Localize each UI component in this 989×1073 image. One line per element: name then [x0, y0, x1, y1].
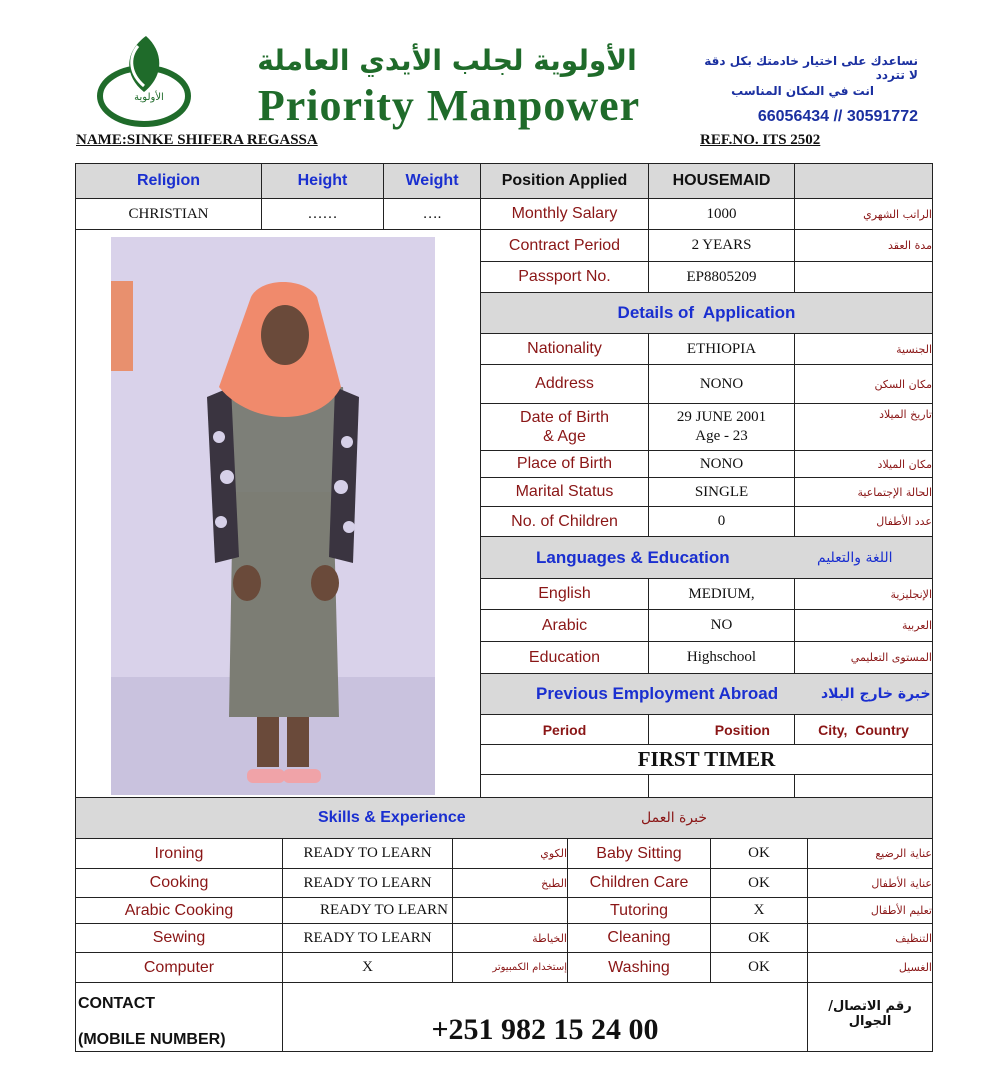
languages-section-title: Languages & Education: [536, 547, 730, 567]
dob-value: 29 JUNE 2001: [676, 409, 767, 425]
company-logo-icon: [94, 32, 194, 128]
skill-left-label: Cooking: [75, 868, 283, 898]
employment-blank-3: [794, 774, 933, 798]
skill-right-arabic: تعليم الأطفال: [807, 897, 933, 924]
weight-value: ….: [383, 198, 481, 230]
skill-right-label: Cleaning: [567, 923, 711, 953]
position-applied-label: Position Applied: [480, 163, 649, 199]
nationality-label: Nationality: [480, 333, 649, 365]
skill-left-value: X: [282, 952, 453, 983]
skill-right-arabic: عناية الأطفال: [807, 868, 933, 898]
phone-numbers: 66056434 // 30591772: [757, 108, 918, 125]
skill-left-label: Computer: [75, 952, 283, 983]
contact-number: +251 982 15 24 00: [282, 982, 808, 1052]
marital-status-value: SINGLE: [648, 477, 795, 507]
reference-number: REF.NO. ITS 2502: [700, 132, 821, 148]
education-arabic: المستوى التعليمي: [794, 641, 933, 674]
employment-section-title-arabic: خبرة خارج البلاد: [821, 686, 931, 702]
employment-section-title-cell: [480, 673, 933, 715]
arabic-arabic: العربية: [794, 609, 933, 642]
dob-label: Date of Birth: [520, 409, 609, 426]
skill-right-value: OK: [710, 838, 808, 869]
details-section-title: Details of Application: [480, 292, 933, 334]
skill-left-value: READY TO LEARN: [282, 897, 453, 924]
arabic-label: Arabic: [480, 609, 649, 642]
skill-left-arabic: [452, 897, 568, 924]
nationality-value: ETHIOPIA: [648, 333, 795, 365]
languages-section-title-cell: [480, 536, 933, 579]
marital-status-label: Marital Status: [480, 477, 649, 507]
passport-blank-cell: [794, 261, 933, 293]
age-label: & Age: [543, 428, 586, 445]
place-of-birth-arabic: مكان الميلاد: [794, 450, 933, 478]
contact-label: CONTACT: [78, 995, 156, 1012]
candidate-photo: [111, 237, 435, 795]
employment-period-header: Period: [480, 714, 649, 745]
skill-right-label: Children Care: [567, 868, 711, 898]
position-applied-value: HOUSEMAID: [648, 163, 795, 199]
skill-left-arabic: الطبخ: [452, 868, 568, 898]
arabic-value: NO: [648, 609, 795, 642]
education-label: Education: [480, 641, 649, 674]
height-value: ……: [261, 198, 384, 230]
employment-blank-1: [480, 774, 649, 798]
skill-left-arabic: الكوي: [452, 838, 568, 869]
header: [74, 30, 934, 130]
skill-right-label: Washing: [567, 952, 711, 983]
logo-caption: الأولوية: [134, 92, 164, 103]
contact-label-arabic: رقم الاتصال/الجوال: [807, 982, 933, 1052]
skills-section-title-arabic: خبرة العمل: [641, 810, 707, 826]
skill-left-value: READY TO LEARN: [282, 923, 453, 953]
position-blank-cell: [794, 163, 933, 199]
english-label: English: [480, 578, 649, 610]
contract-period-label: Contract Period: [480, 229, 649, 262]
skill-left-value: READY TO LEARN: [282, 868, 453, 898]
contract-period-value: 2 YEARS: [648, 229, 795, 262]
weight-header: Weight: [383, 163, 481, 199]
skill-right-arabic: عناية الرضيع: [807, 838, 933, 869]
employment-section-title: Previous Employment Abroad: [536, 684, 779, 703]
dob-arabic: تاريخ الميلاد: [794, 403, 933, 451]
religion-value: CHRISTIAN: [75, 198, 262, 230]
address-label: Address: [480, 364, 649, 404]
employment-first-timer: FIRST TIMER: [480, 744, 933, 775]
candidate-name: NAME:SINKE SHIFERA REGASSA: [76, 132, 318, 148]
contract-period-arabic: مدة العقد: [794, 229, 933, 262]
address-arabic: مكان السكن: [794, 364, 933, 404]
skill-right-value: OK: [710, 923, 808, 953]
english-value: MEDIUM,: [648, 578, 795, 610]
height-header: Height: [261, 163, 384, 199]
languages-section-title-arabic: اللغة والتعليم: [817, 549, 893, 566]
skill-right-arabic: الغسيل: [807, 952, 933, 983]
skill-left-label: Arabic Cooking: [75, 897, 283, 924]
place-of-birth-label: Place of Birth: [480, 450, 649, 478]
skills-section-title: Skills & Experience: [318, 809, 466, 826]
skill-left-arabic: إستخدام الكمبيوتر: [452, 952, 568, 983]
children-value: 0: [648, 506, 795, 537]
monthly-salary-label: Monthly Salary: [480, 198, 649, 230]
passport-value: EP8805209: [648, 261, 795, 293]
monthly-salary-value: 1000: [648, 198, 795, 230]
address-value: NONO: [648, 364, 795, 404]
employment-position-header: Position: [648, 714, 795, 745]
skill-right-label: Baby Sitting: [567, 838, 711, 869]
english-arabic: الإنجليزية: [794, 578, 933, 610]
children-arabic: عدد الأطفال: [794, 506, 933, 537]
contact-label-cell: [75, 982, 283, 1052]
monthly-salary-arabic: الراتب الشهري: [794, 198, 933, 230]
tagline-line-2: انت في المكان المناسب: [731, 84, 874, 98]
tagline-line-1: نساعدك على اختيار خادمتك بكل دقة لا تتردد: [704, 54, 918, 82]
skill-left-arabic: الخياطة: [452, 923, 568, 953]
skill-left-label: Sewing: [75, 923, 283, 953]
religion-header: Religion: [75, 163, 262, 199]
nationality-arabic: الجنسية: [794, 333, 933, 365]
skill-right-value: OK: [710, 952, 808, 983]
skill-right-arabic: التنظيف: [807, 923, 933, 953]
contact-mobile-label: (MOBILE NUMBER): [78, 1031, 226, 1048]
dob-label-cell: [480, 403, 649, 451]
place-of-birth-value: NONO: [648, 450, 795, 478]
skill-left-label: Ironing: [75, 838, 283, 869]
children-label: No. of Children: [480, 506, 649, 537]
skill-left-value: READY TO LEARN: [282, 838, 453, 869]
employment-blank-2: [648, 774, 795, 798]
company-name-arabic: الأولوية لجلب الأيدي العاملة: [257, 44, 637, 77]
employment-city-header: City, Country: [794, 714, 933, 745]
dob-value-cell: [648, 403, 795, 451]
skill-right-value: OK: [710, 868, 808, 898]
skill-right-label: Tutoring: [567, 897, 711, 924]
company-name-english: Priority Manpower: [257, 81, 641, 130]
education-value: Highschool: [648, 641, 795, 674]
marital-status-arabic: الحالة الإجتماعية: [794, 477, 933, 507]
skill-right-value: X: [710, 897, 808, 924]
skills-section-title-cell: [75, 797, 933, 839]
age-value: Age - 23: [695, 428, 748, 444]
passport-label: Passport No.: [480, 261, 649, 293]
